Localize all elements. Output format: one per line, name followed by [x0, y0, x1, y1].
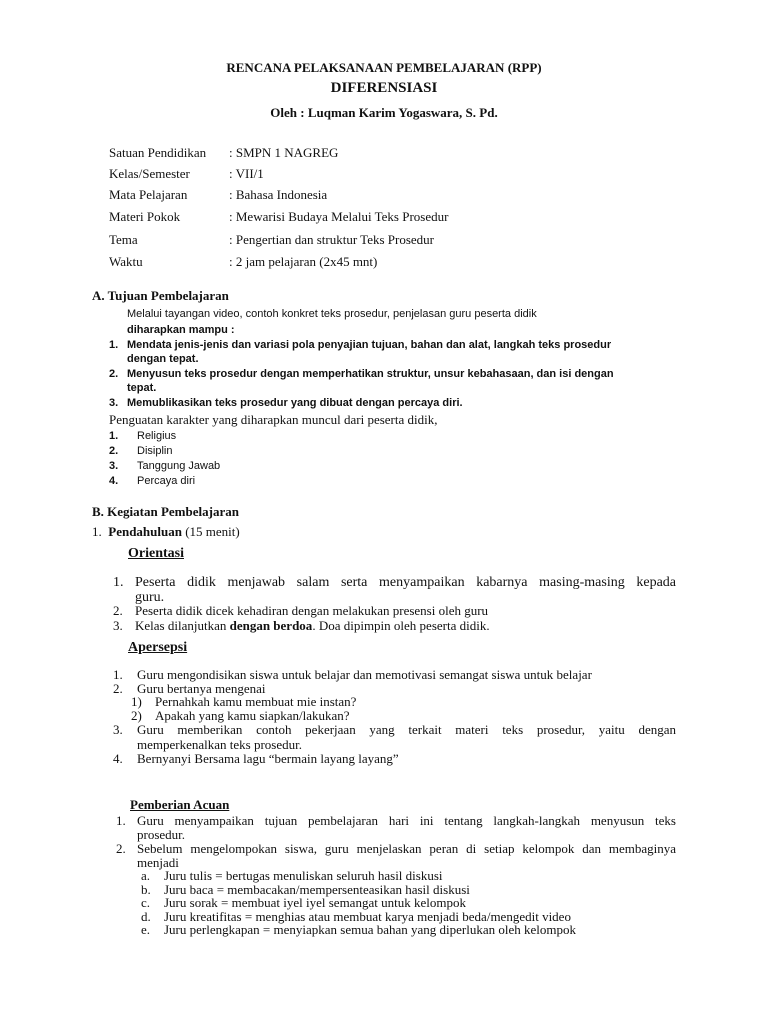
- role-item: Juru kreatifitas = menghias atau membuat karya menjadi beda/mengedit video: [164, 909, 571, 924]
- acuan-item: Sebelum mengelompokan siswa, guru menjelaskan peran di setiap kelompok dan membaginya: [137, 841, 676, 856]
- step-title: Pendahuluan: [108, 524, 182, 539]
- character-intro: Penguatan karakter yang diharapkan muncul dari peserta didik,: [109, 412, 438, 427]
- text-part: . Doa dipimpin oleh peserta didik.: [312, 618, 490, 633]
- character-item: Disiplin: [137, 445, 173, 457]
- list-number: 3.: [109, 397, 119, 409]
- list-letter: b.: [141, 882, 151, 897]
- identity-value: : Pengertian dan struktur Teks Prosedur: [229, 232, 435, 247]
- orientasi-title: Orientasi: [128, 546, 184, 561]
- identity-label: Materi Pokok: [109, 209, 181, 224]
- goal-item-cont: dengan tepat.: [127, 353, 199, 365]
- orientasi-item-cont: guru.: [135, 590, 165, 605]
- list-number: 1.: [109, 430, 119, 442]
- list-number: 1): [131, 694, 142, 709]
- goal-item: Menyusun teks prosedur dengan memperhatikan struktur, unsur kebahasaan, dan isi dengan: [127, 368, 614, 380]
- section-a-intro-cont: diharapkan mampu :: [127, 324, 235, 336]
- list-letter: e.: [141, 922, 151, 937]
- identity-value: : Bahasa Indonesia: [229, 187, 328, 202]
- list-number: 2.: [109, 445, 119, 457]
- list-number: 2.: [113, 603, 123, 618]
- section-a-heading: A. Tujuan Pembelajaran: [92, 288, 229, 303]
- apersepsi-item-cont: memperkenalkan teks prosedur.: [137, 737, 302, 752]
- list-number: 1.: [92, 524, 102, 539]
- identity-value: : Mewarisi Budaya Melalui Teks Prosedur: [229, 209, 449, 224]
- list-number: 3.: [113, 618, 123, 633]
- orientasi-item: Peserta didik dicek kehadiran dengan melakukan presensi oleh guru: [135, 603, 489, 618]
- character-item: Religius: [137, 430, 177, 442]
- step-time: (15 menit): [181, 524, 240, 539]
- list-number: 2.: [109, 368, 119, 380]
- goal-item: Mendata jenis-jenis dan variasi pola penyajian tujuan, bahan dan alat, langkah teks prosedur: [127, 339, 612, 351]
- goal-item: Memublikasikan teks prosedur yang dibuat dengan percaya diri.: [127, 397, 463, 409]
- apersepsi-subitem: Apakah yang kamu siapkan/lakukan?: [155, 708, 350, 723]
- list-number: 2.: [113, 681, 123, 696]
- role-item: Juru sorak = membuat iyel iyel semangat untuk kelompok: [164, 895, 466, 910]
- apersepsi-item: Guru bertanya mengenai: [137, 681, 266, 696]
- step-heading: [92, 524, 240, 540]
- identity-label: Mata Pelajaran: [109, 187, 188, 202]
- apersepsi-item: Guru memberikan contoh pekerjaan yang terkait materi teks prosedur, yaitu dengan: [137, 722, 676, 737]
- identity-label: Kelas/Semester: [109, 166, 190, 181]
- identity-value: : VII/1: [229, 166, 264, 181]
- list-letter: d.: [141, 909, 151, 924]
- list-number: 1.: [113, 667, 123, 682]
- section-a-intro: Melalui tayangan video, contoh konkret teks prosedur, penjelasan guru peserta didik: [127, 308, 537, 320]
- list-number: 1.: [116, 813, 126, 828]
- list-number: 2): [131, 708, 142, 723]
- identity-label: Tema: [109, 232, 138, 247]
- orientasi-item: [135, 618, 490, 634]
- list-letter: a.: [141, 868, 151, 883]
- section-b-heading: B. Kegiatan Pembelajaran: [92, 504, 239, 519]
- apersepsi-title: Apersepsi: [128, 640, 188, 655]
- list-number: 3.: [109, 460, 119, 472]
- acuan-item-cont: prosedur.: [137, 827, 186, 842]
- acuan-item: Guru menyampaikan tujuan pembelajaran hari ini tentang langkah-langkah menyusun teks: [137, 813, 676, 828]
- document-title: RENCANA PELAKSANAAN PEMBELAJARAN (RPP): [226, 60, 542, 75]
- acuan-title: Pemberian Acuan: [130, 797, 230, 812]
- identity-value: : 2 jam pelajaran (2x45 mnt): [229, 254, 378, 269]
- role-item: Juru tulis = bertugas menuliskan seluruh hasil diskusi: [164, 868, 443, 883]
- goal-item-cont: tepat.: [127, 382, 157, 394]
- list-number: 3.: [113, 722, 123, 737]
- list-number: 2.: [116, 841, 126, 856]
- orientasi-item: Peserta didik menjawab salam serta menyampaikan kabarnya masing-masing kepada: [135, 575, 676, 590]
- list-number: 1.: [109, 339, 119, 351]
- character-item: Percaya diri: [137, 475, 196, 487]
- acuan-item-cont: menjadi: [137, 855, 179, 870]
- apersepsi-subitem: Pernahkah kamu membuat mie instan?: [155, 694, 357, 709]
- document-author: Oleh : Luqman Karim Yogaswara, S. Pd.: [270, 105, 498, 120]
- document-subtitle: DIFERENSIASI: [330, 80, 438, 96]
- list-letter: c.: [141, 895, 151, 910]
- list-number: 4.: [113, 751, 123, 766]
- identity-label: Satuan Pendidikan: [109, 145, 207, 160]
- apersepsi-item: Bernyanyi Bersama lagu “bermain layang layang”: [137, 751, 399, 766]
- role-item: Juru perlengkapan = menyiapkan semua bahan yang diperlukan oleh kelompok: [164, 922, 577, 937]
- character-item: Tanggung Jawab: [137, 460, 221, 472]
- identity-label: Waktu: [109, 254, 143, 269]
- text-part: Kelas dilanjutkan: [135, 618, 230, 633]
- list-number: 4.: [109, 475, 119, 487]
- text-part-bold: dengan berdoa: [229, 618, 313, 633]
- identity-value: : SMPN 1 NAGREG: [229, 145, 339, 160]
- apersepsi-item: Guru mengondisikan siswa untuk belajar dan memotivasi semangat siswa untuk belajar: [137, 667, 592, 682]
- list-number: 1.: [113, 575, 124, 590]
- role-item: Juru baca = membacakan/mempersenteasikan hasil diskusi: [164, 882, 470, 897]
